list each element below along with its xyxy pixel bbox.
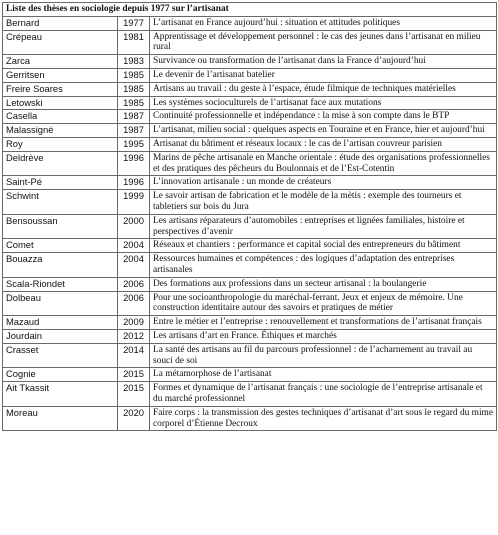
thesis-title-cell: Apprentissage et développement personnel : le cas des jeunes dans l’artisanat en milieu rural [150, 30, 497, 55]
table-row [3, 343, 497, 368]
year-cell: 1987 [118, 124, 150, 138]
year-cell: 2015 [118, 368, 150, 382]
thesis-title-cell: La métamorphose de l’artisanat [150, 368, 497, 382]
thesis-title-cell: Les systèmes socioculturels de l’artisanat face aux mutations [150, 96, 497, 110]
thesis-title-cell: Artisans au travail : du geste à l’espace, étude filmique de techniques matérielles [150, 82, 497, 96]
thesis-title-cell: L’artisanat, milieu social : quelques aspects en Touraine et en France, hier et aujourd’hui [150, 124, 497, 138]
table-row [3, 137, 497, 151]
thesis-title-cell: Ressources humaines et compétences : des logiques d’adaptation des entreprises artisanales [150, 253, 497, 278]
table-row [3, 329, 497, 343]
year-cell: 1995 [118, 137, 150, 151]
table-row [3, 214, 497, 239]
author-cell: Cognie [3, 368, 118, 382]
table-row [3, 277, 497, 291]
author-cell: Mazaud [3, 316, 118, 330]
author-cell: Malassigné [3, 124, 118, 138]
year-cell: 2000 [118, 214, 150, 239]
table-row [3, 239, 497, 253]
author-cell: Roy [3, 137, 118, 151]
year-cell: 2006 [118, 277, 150, 291]
author-cell: Moreau [3, 406, 118, 431]
thesis-title-cell: Le savoir artisan de fabrication et le modèle de la mètis : exemple des tourneurs et tabletiers sur bois du Jura [150, 190, 497, 215]
table-row [3, 82, 497, 96]
table-row [3, 316, 497, 330]
year-cell: 2014 [118, 343, 150, 368]
author-cell: Crasset [3, 343, 118, 368]
year-cell: 2004 [118, 239, 150, 253]
table-row [3, 382, 497, 407]
year-cell: 1996 [118, 151, 150, 176]
author-cell: Deldrève [3, 151, 118, 176]
table-row [3, 176, 497, 190]
table-title: Liste des thèses en sociologie depuis 1977 sur l’artisanat [3, 3, 497, 17]
thesis-title-cell: Continuité professionnelle et indépendance : la mise à son compte dans le BTP [150, 110, 497, 124]
author-cell: Bensoussan [3, 214, 118, 239]
thesis-title-cell: Réseaux et chantiers : performance et capital social des entrepreneurs du bâtiment [150, 239, 497, 253]
author-cell: Saint-Pé [3, 176, 118, 190]
author-cell: Ait Tkassit [3, 382, 118, 407]
table-row [3, 110, 497, 124]
author-cell: Jourdain [3, 329, 118, 343]
thesis-title-cell: Marins de pêche artisanale en Manche orientale : étude des organisations professionnelles et des pratiques des pêcheurs du Boulonnais et de l’Est-Cotentin [150, 151, 497, 176]
theses-table [2, 2, 497, 431]
table-row [3, 68, 497, 82]
thesis-title-cell: Formes et dynamique de l’artisanat français : une sociologie de l’entreprise artisanale et du marché professionnel [150, 382, 497, 407]
year-cell: 1996 [118, 176, 150, 190]
author-cell: Scala-Riondet [3, 277, 118, 291]
table-row [3, 124, 497, 138]
thesis-title-cell: Entre le métier et l’entreprise : renouvellement et transformations de l’artisanat français [150, 316, 497, 330]
year-cell: 1977 [118, 16, 150, 30]
year-cell: 2004 [118, 253, 150, 278]
thesis-title-cell: Faire corps : la transmission des gestes techniques d’artisanat d’art sous le regard du mime corporel d’Étienne Decroux [150, 406, 497, 431]
author-cell: Casella [3, 110, 118, 124]
year-cell: 2020 [118, 406, 150, 431]
thesis-title-cell: Le devenir de l’artisanat batelier [150, 68, 497, 82]
table-row [3, 30, 497, 55]
year-cell: 1999 [118, 190, 150, 215]
thesis-title-cell: Pour une socioanthropologie du maréchal-ferrant. Jeux et enjeux de mémoire. Une construction identitaire autour des savoirs et pratiques de métier [150, 291, 497, 316]
thesis-title-cell: La santé des artisans au fil du parcours professionnel : de l’acharnement au travail au souci de soi [150, 343, 497, 368]
table-row [3, 16, 497, 30]
theses-table-container [2, 2, 496, 431]
thesis-title-cell: Les artisans réparateurs d’automobiles : entreprises et lignées familiales, histoire et perspectives d’avenir [150, 214, 497, 239]
year-cell: 2006 [118, 291, 150, 316]
author-cell: Comet [3, 239, 118, 253]
author-cell: Schwint [3, 190, 118, 215]
table-title-row [3, 3, 497, 17]
year-cell: 2015 [118, 382, 150, 407]
year-cell: 1983 [118, 55, 150, 69]
year-cell: 1987 [118, 110, 150, 124]
year-cell: 1985 [118, 96, 150, 110]
thesis-title-cell: Des formations aux professions dans un secteur artisanal : la boulangerie [150, 277, 497, 291]
table-row [3, 151, 497, 176]
thesis-title-cell: Artisanat du bâtiment et réseaux locaux : le cas de l’artisan couvreur parisien [150, 137, 497, 151]
author-cell: Bernard [3, 16, 118, 30]
year-cell: 2009 [118, 316, 150, 330]
table-row [3, 190, 497, 215]
author-cell: Dolbeau [3, 291, 118, 316]
table-row [3, 55, 497, 69]
author-cell: Crépeau [3, 30, 118, 55]
thesis-title-cell: L’innovation artisanale : un monde de créateurs [150, 176, 497, 190]
thesis-title-cell: Survivance ou transformation de l’artisanat dans la France d’aujourd’hui [150, 55, 497, 69]
year-cell: 2012 [118, 329, 150, 343]
author-cell: Freire Soares [3, 82, 118, 96]
year-cell: 1981 [118, 30, 150, 55]
table-body [3, 16, 497, 431]
table-row [3, 291, 497, 316]
author-cell: Gerritsen [3, 68, 118, 82]
thesis-title-cell: L’artisanat en France aujourd’hui : situation et attitudes politiques [150, 16, 497, 30]
table-row [3, 406, 497, 431]
table-row [3, 253, 497, 278]
table-row [3, 368, 497, 382]
author-cell: Bouazza [3, 253, 118, 278]
year-cell: 1985 [118, 82, 150, 96]
year-cell: 1985 [118, 68, 150, 82]
author-cell: Letowski [3, 96, 118, 110]
author-cell: Zarca [3, 55, 118, 69]
table-row [3, 96, 497, 110]
thesis-title-cell: Les artisans d’art en France. Éthiques et marchés [150, 329, 497, 343]
